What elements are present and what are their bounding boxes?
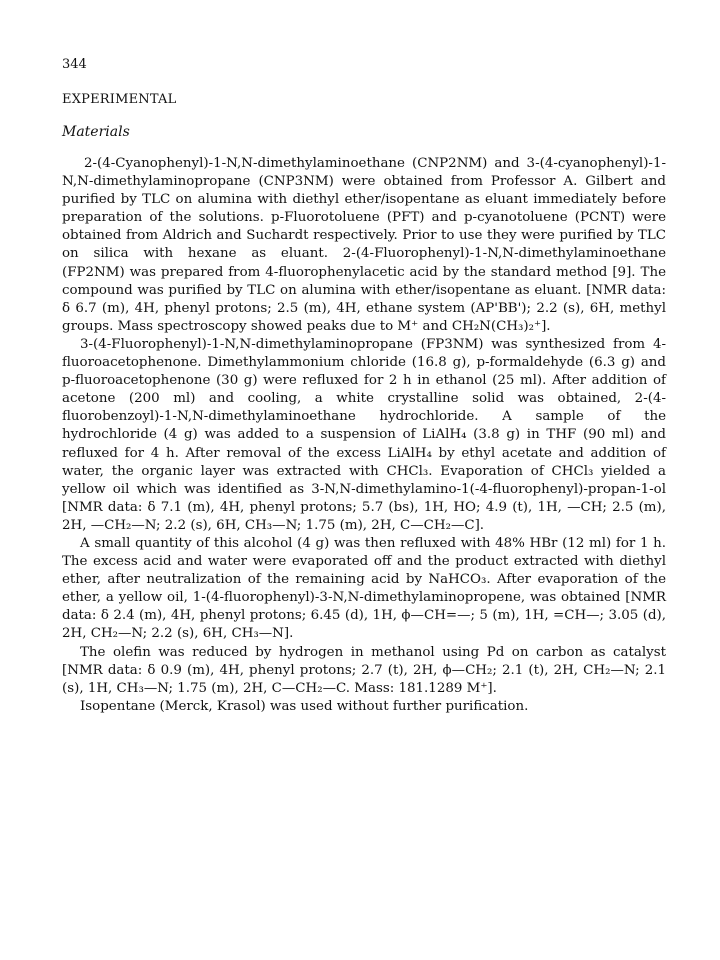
paragraph: A small quantity of this alcohol (4 g) was then refluxed with 48% HBr (12 ml) for 1 h. The excess acid and water were evaporated off and the product extracted with diethyl ether, after neutralization of the remaining acid by NaHCO₃. After evaporation of the ether, a yellow oil, 1-(4-fluorophenyl)-3-N,N-dimethylaminopropene, was obtained [NMR data: δ 2.4 (m), 4H, phenyl protons; 6.45 (d), 1H, ϕ—CH=—; 5 (m), 1H, =CH—; 3.05 (d), 2H, CH₂—N; 2.2 (s), 6H, CH₃—N]. bbox=[62, 535, 666, 642]
page-number: 344 bbox=[62, 57, 87, 72]
paragraph: 3-(4-Fluorophenyl)-1-N,N-dimethylaminopropane (FP3NM) was synthesized from 4-fluoroacetophenone. Dimethylammonium chloride (16.8 g), p-formaldehyde (6.3 g) and p-fluoroacetophenone (30 g) were refluxed for 2 h in ethanol (25 ml). After addition of acetone (200 ml) and cooling, a white crystalline solid was obtained, 2-(4-fluorobenzoyl)-1-N,N-dimethylaminoethane hydrochloride. A sample of the hydrochloride (4 g) was added to a suspension of LiAlH₄ (3.8 g) in THF (90 ml) and refluxed for 4 h. After removal of the excess LiAlH₄ by ethyl acetate and addition of water, the organic layer was extracted with CHCl₃. Evaporation of CHCl₃ yielded a yellow oil which was identified as 3-N,N-dimethylamino-1(-4-fluorophenyl)-propan-1-ol [NMR data: δ 7.1 (m), 4H, phenyl protons; 5.7 (bs), 1H, HO; 4.9 (t), 1H, —CH; 2.5 (m), 2H, —CH₂—N; 2.2 (s), 6H, CH₃—N; 1.75 (m), 2H, C—CH₂—C]. bbox=[62, 336, 666, 533]
body-text bbox=[62, 155, 666, 716]
subsection-heading: Materials bbox=[62, 124, 130, 140]
section-heading: EXPERIMENTAL bbox=[62, 92, 177, 107]
paragraph: The olefin was reduced by hydrogen in methanol using Pd on carbon as catalyst [NMR data: δ 0.9 (m), 4H, phenyl protons; 2.7 (t), 2H, ϕ—CH₂; 2.1 (t), 2H, CH₂—N; 2.1 (s), 1H, CH₃—N; 1.75 (m), 2H, C—CH₂—C. Mass: 181.1289 M⁺]. bbox=[62, 644, 666, 696]
paragraph: Isopentane (Merck, Krasol) was used without further purification. bbox=[80, 698, 529, 714]
paragraph: 2-(4-Cyanophenyl)-1-N,N-dimethylaminoethane (CNP2NM) and 3-(4-cyanophenyl)-1-N,N-dimethylaminopropane (CNP3NM) were obtained from Professor A. Gilbert and purified by TLC on alumina with diethyl ether/isopentane as eluant immediately before preparation of the solutions. p-Fluorotoluene (PFT) and p-cyanotoluene (PCNT) were obtained from Aldrich and Suchardt respectively. Prior to use they were purified by TLC on silica with hexane as eluant. 2-(4-Fluorophenyl)-1-N,N-dimethylaminoethane (FP2NM) was prepared from 4-fluorophenylacetic acid by the standard method [9]. The compound was purified by TLC on alumina with ether/isopentane as eluant. [NMR data: δ 6.7 (m), 4H, phenyl protons; 2.5 (m), 4H, ethane system (AP'BB'); 2.2 (s), 6H, methyl groups. Mass spectroscopy showed peaks due to M⁺ and CH₂N(CH₃)₂⁺]. bbox=[62, 156, 666, 334]
